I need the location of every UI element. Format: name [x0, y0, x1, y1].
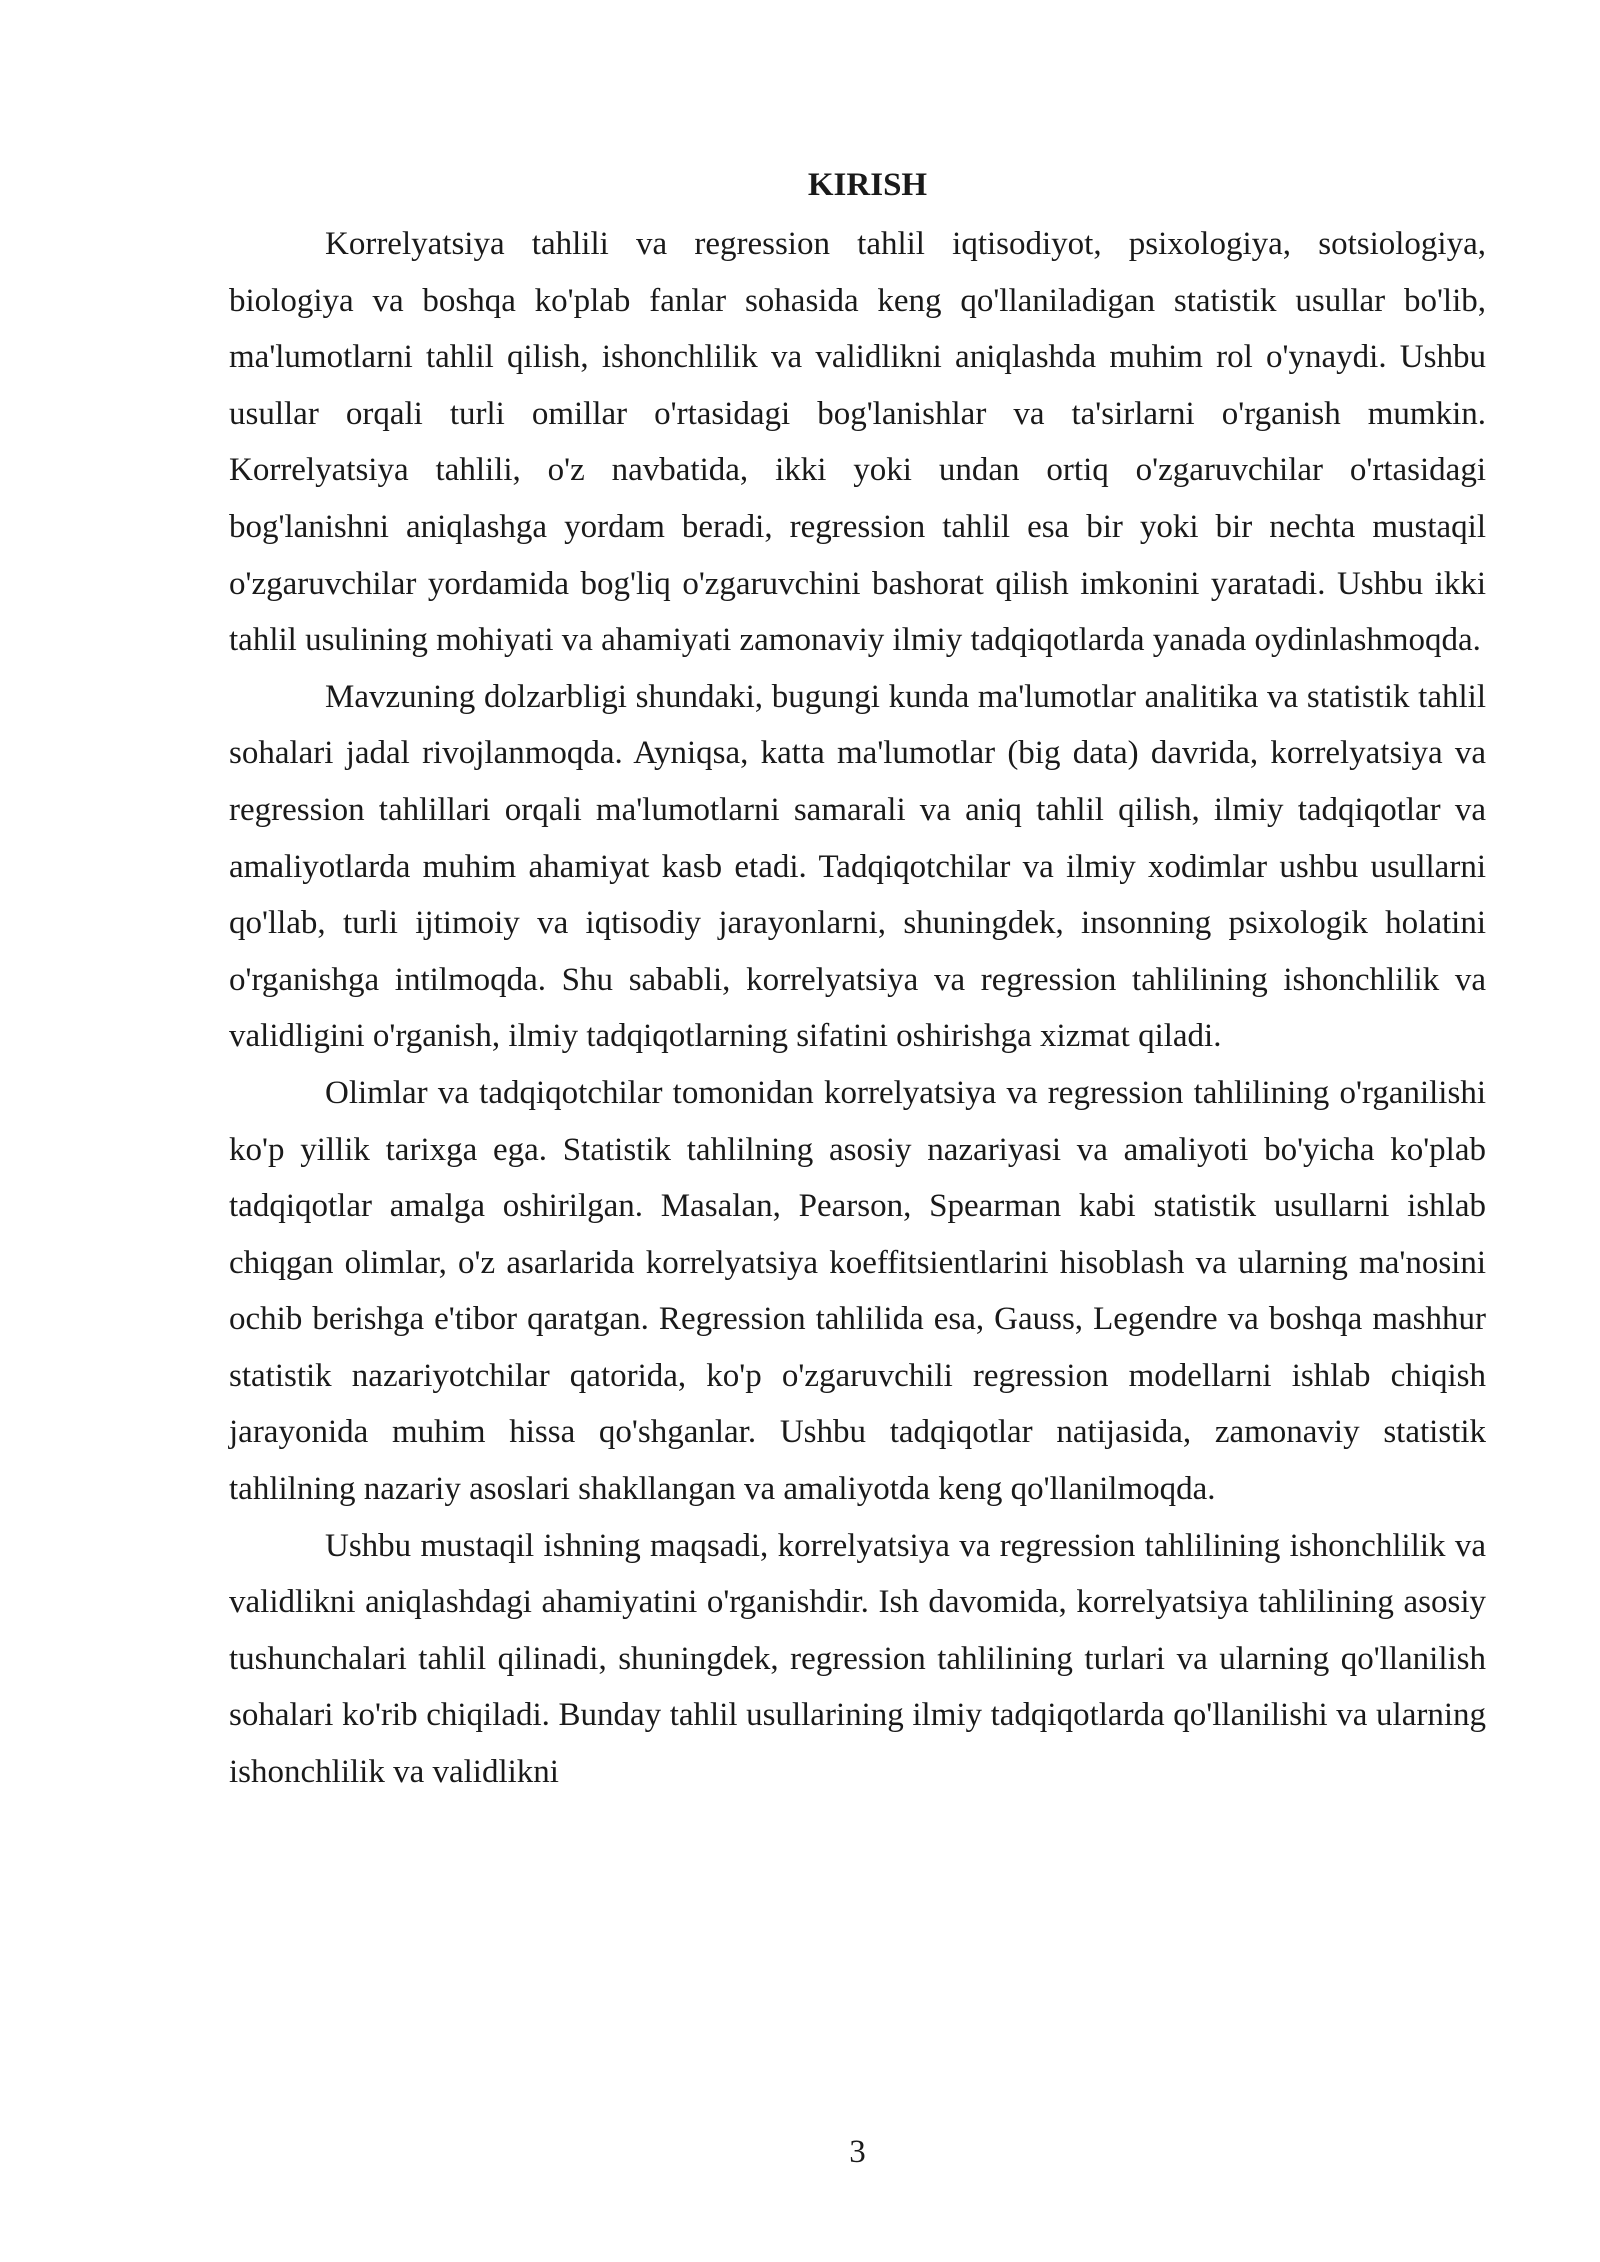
paragraph-history: Olimlar va tadqiqotchilar tomonidan korrelyatsiya va regression tahlilining o'rganilishi ko'p yillik tarixga ega. Statistik tahlilning asosiy nazariyasi va amaliyoti bo'yicha ko'plab tadqiqotlar amalga oshirilgan. Masalan, Pearson, Spearman kabi statistik usullarni ishlab chiqgan olimlar, o'z asarlarida korrelyatsiya koeffitsientlarini hisoblash va ularning ma'nosini ochib berishga e'tibor qaratgan. Regression tahlilida esa, Gauss, Legendre va boshqa mashhur statistik nazariyotchilar qatorida, ko'p o'zgaruvchili regression modellarni ishlab chiqish jarayonida muhim hissa qo'shganlar. Ushbu tadqiqotlar natijasida, zamonaviy statistik tahlilning nazariy asoslari shakllangan va amaliyotda keng qo'llanilmoqda. — [229, 1074, 1486, 1508]
document-page — [229, 160, 1486, 1801]
paragraph-relevance: Mavzuning dolzarbligi shundaki, bugungi kunda ma'lumotlar analitika va statistik tahlil sohalari jadal rivojlanmoqda. Ayniqsa, katta ma'lumotlar (big data) davrida, korrelyatsiya va regression tahlillari orqali ma'lumotlarni samarali va aniq tahlil qilish, ilmiy tadqiqotlar va amaliyotlarda muhim ahamiyat kasb etadi. Tadqiqotchilar va ilmiy xodimlar ushbu usullarni qo'llab, turli ijtimoiy va iqtisodiy jarayonlarni, shuningdek, insonning psixologik holatini o'rganishga intilmoqda. Shu sababli, korrelyatsiya va regression tahlilining ishonchlilik va validligini o'rganish, ilmiy tadqiqotlarning sifatini oshirishga xizmat qiladi. — [229, 678, 1486, 1055]
paragraph-introduction: Korrelyatsiya tahlili va regression tahlil iqtisodiyot, psixologiya, sotsiologiya, biologiya va boshqa ko'plab fanlar sohasida keng qo'llaniladigan statistik usullar bo'lib, ma'lumotlarni tahlil qilish, ishonchlilik va validlikni aniqlashda muhim rol o'ynaydi. Ushbu usullar orqali turli omillar o'rtasidagi bog'lanishlar va ta'sirlarni o'rganish mumkin. Korrelyatsiya tahlili, o'z navbatida, ikki yoki undan ortiq o'zgaruvchilar o'rtasidagi bog'lanishni aniqlashga yordam beradi, regression tahlil esa bir yoki bir nechta mustaqil o'zgaruvchilar yordamida bog'liq o'zgaruvchini bashorat qilish imkonini yaratadi. Ushbu ikki tahlil usulining mohiyati va ahamiyati zamonaviy ilmiy tadqiqotlarda yanada oydinlashmoqda. — [229, 226, 1486, 659]
paragraph-goal: Ushbu mustaqil ishning maqsadi, korrelyatsiya va regression tahlilining ishonchlilik va validlikni aniqlashdagi ahamiyatini o'rganishdir. Ish davomida, korrelyatsiya tahlilining asosiy tushunchalari tahlil qilinadi, shuningdek, regression tahlilining turlari va ularning qo'llanilish sohalari ko'rib chiqiladi. Bunday tahlil usullarining ilmiy tadqiqotlarda qo'llanilishi va ularning ishonchlilik va validlikni — [229, 1527, 1486, 1791]
page-number: 3 — [849, 2134, 866, 2170]
section-heading: KIRISH — [807, 167, 928, 203]
